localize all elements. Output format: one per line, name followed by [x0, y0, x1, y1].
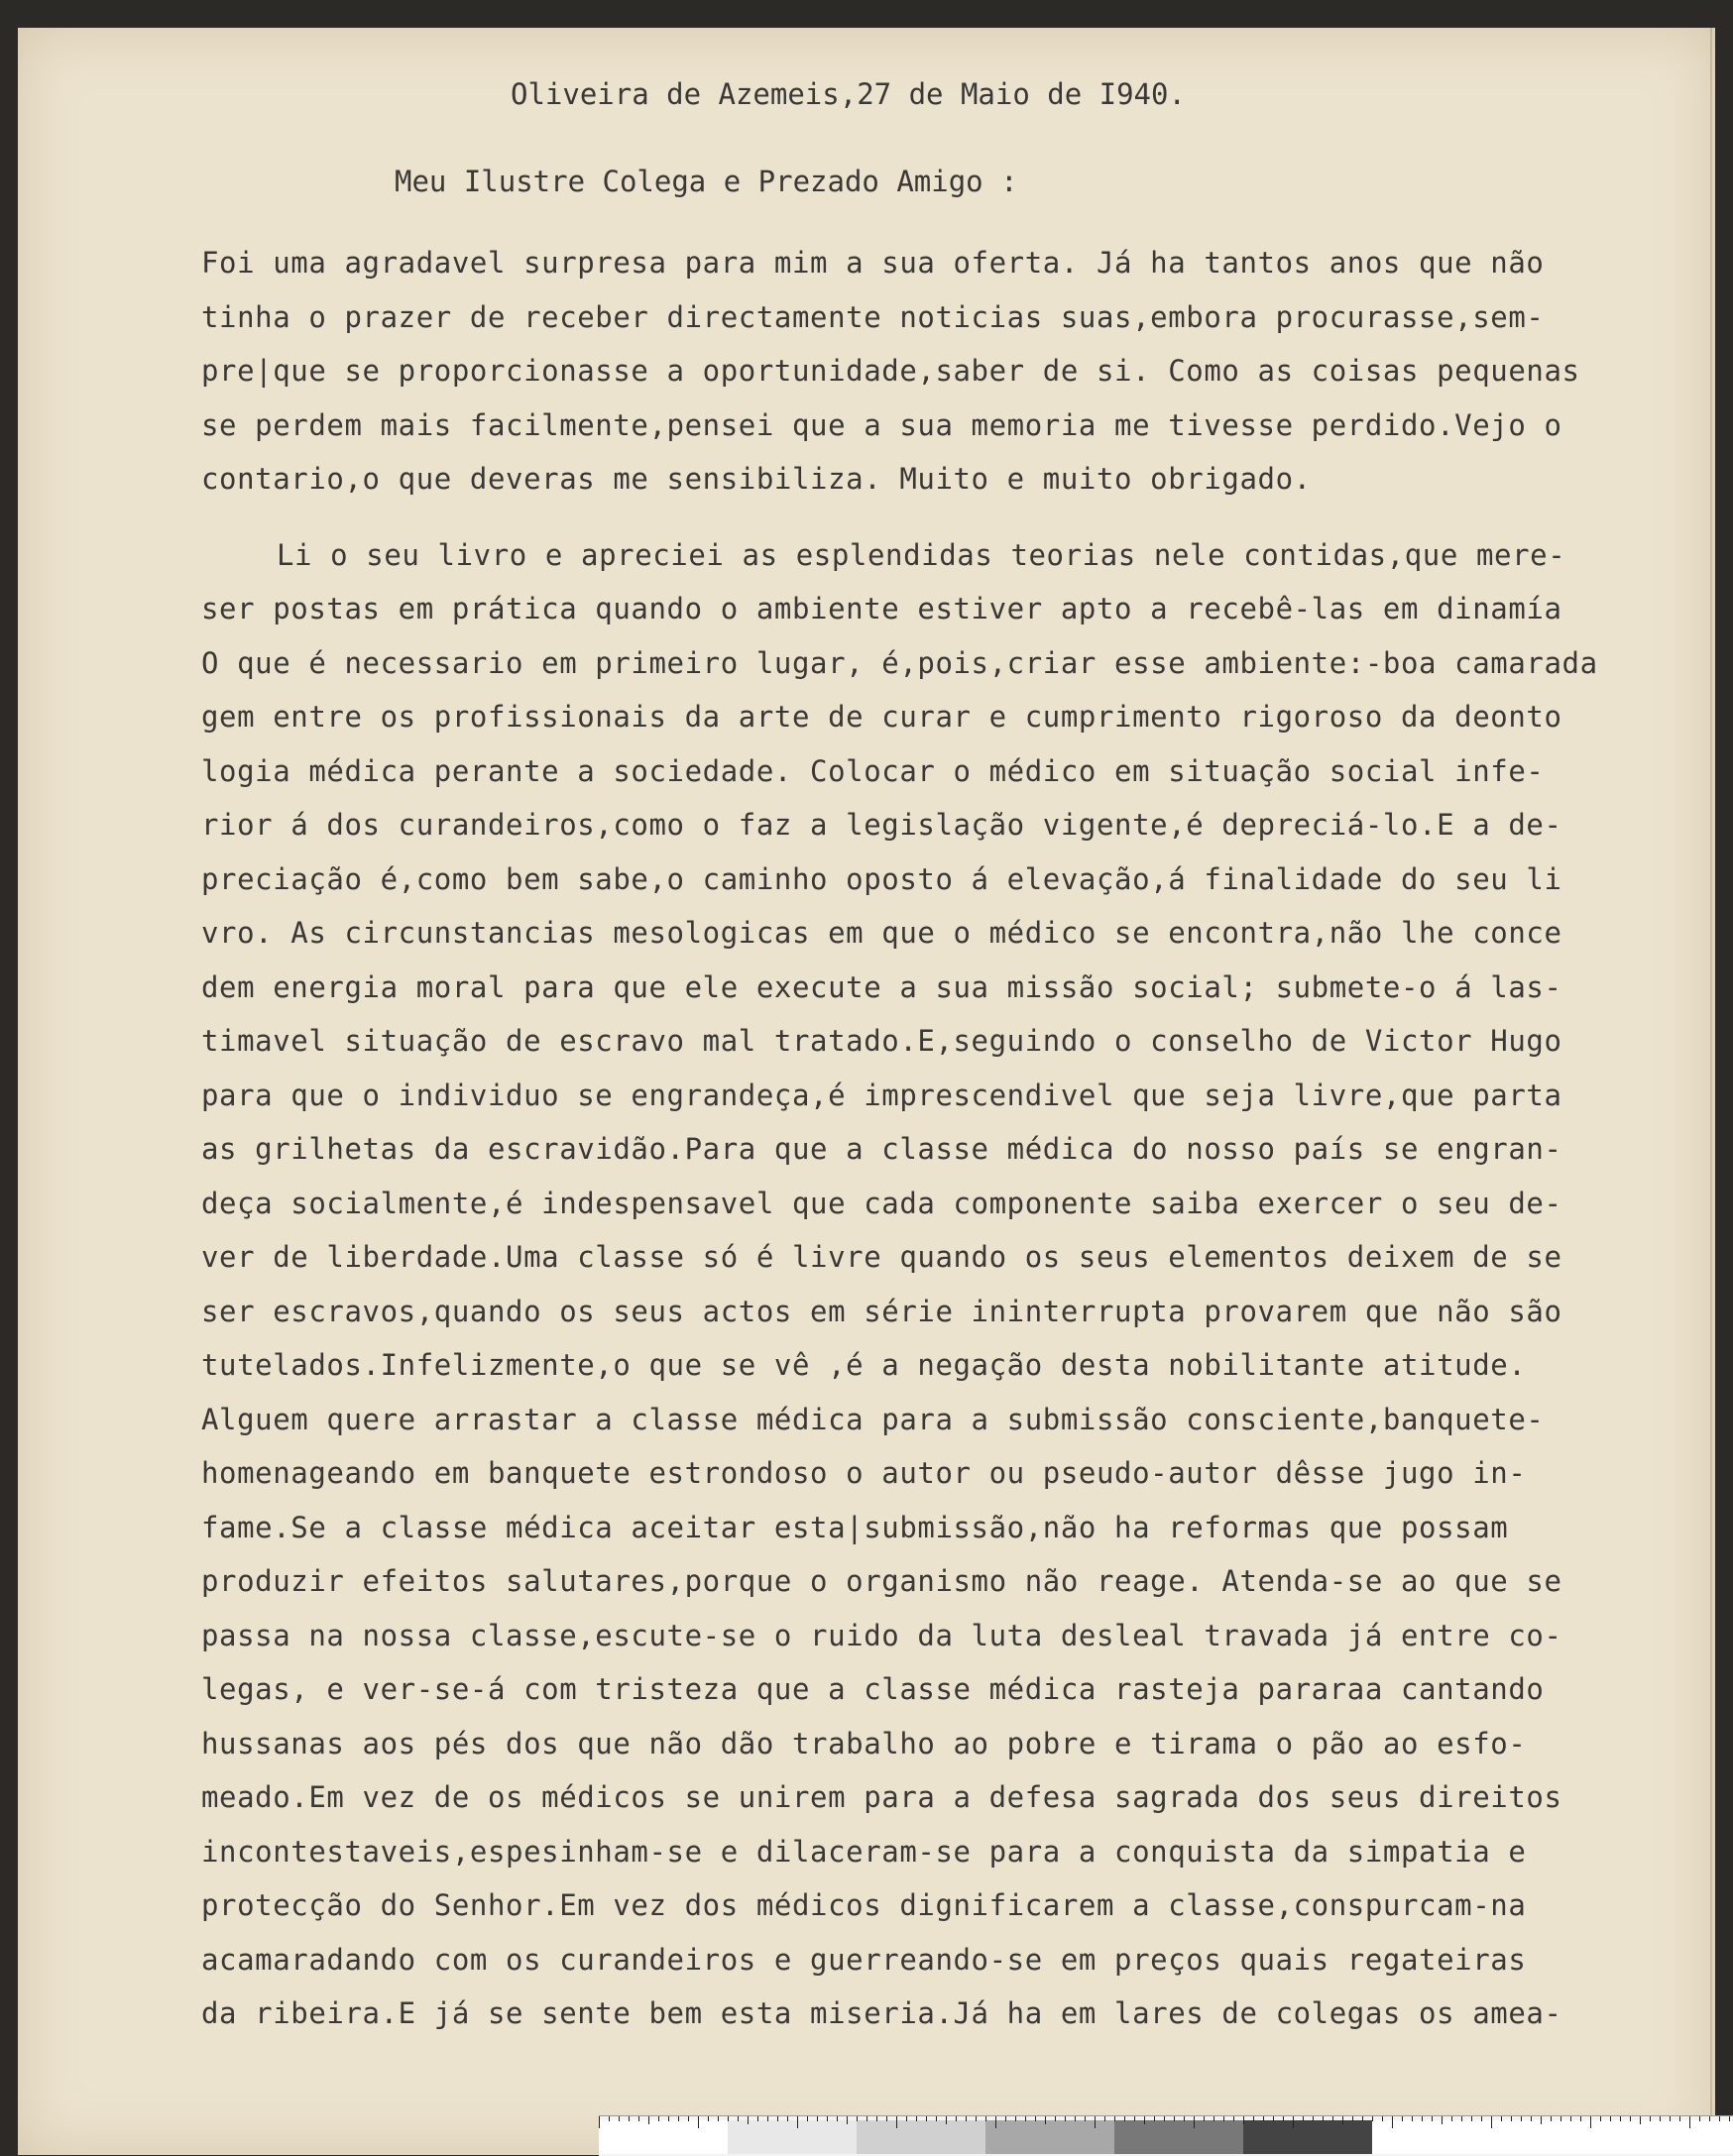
- ruler-tick: [817, 2116, 818, 2121]
- ruler-tick: [678, 2116, 679, 2121]
- ruler-tick: [926, 2116, 927, 2121]
- ruler-tick: [837, 2116, 838, 2121]
- ruler-tick: [1144, 2116, 1145, 2124]
- ruler-tick: [1213, 2116, 1214, 2121]
- ruler-tick: [708, 2116, 709, 2121]
- text-line: meado.Em vez de os médicos se unirem para a defesa sagrada dos seus direitos: [201, 1780, 1562, 1814]
- text-line: incontestaveis,espesinham-se e dilaceram-se para a conquista da simpatia e: [201, 1834, 1527, 1869]
- ruler-tick: [738, 2116, 739, 2121]
- text-line: Li o seu livro e apreciei as esplendidas teorias nele contidas,que mere-: [277, 537, 1566, 572]
- ruler-tick: [1342, 2116, 1343, 2124]
- ruler-tick: [1451, 2116, 1452, 2121]
- ruler-tick: [1630, 2116, 1631, 2121]
- ruler-segment: [1372, 2120, 1733, 2154]
- ruler-tick: [1045, 2116, 1046, 2124]
- ruler-tick: [1085, 2116, 1086, 2121]
- ruler-tick: [1174, 2116, 1175, 2121]
- ruler-tick: [1223, 2116, 1224, 2121]
- ruler-tick: [1382, 2116, 1383, 2121]
- text-line: acamaradando com os curandeiros e guerreando-se em preços quais regateiras: [201, 1942, 1527, 1977]
- ruler-tick: [668, 2116, 669, 2121]
- ruler-tick: [906, 2116, 907, 2121]
- ruler-tick: [767, 2116, 768, 2121]
- ruler-tick: [966, 2116, 967, 2121]
- ruler-tick: [1273, 2116, 1274, 2121]
- ruler-tick: [1511, 2116, 1512, 2121]
- text-line: preciação é,como bem sabe,o caminho oposto á elevação,á finalidade do seu li: [201, 861, 1562, 896]
- ruler-tick: [1679, 2116, 1680, 2121]
- ruler-tick: [1332, 2116, 1333, 2121]
- ruler-tick: [1551, 2116, 1552, 2121]
- text-line: hussanas aos pés dos que não dão trabalho ao pobre e tirama o pão ao esfo-: [201, 1726, 1527, 1760]
- ruler-tick: [1283, 2116, 1284, 2121]
- text-line: gem entre os profissionais da arte de curar e cumprimento rigoroso da deonto: [201, 700, 1562, 734]
- ruler-tick: [985, 2116, 986, 2121]
- ruler-tick: [1323, 2116, 1324, 2121]
- text-line: produzir efeitos salutares,porque o organismo não reage. Atenda-se ao que se: [201, 1564, 1562, 1598]
- ruler-tick: [599, 2116, 600, 2128]
- ruler-tick: [807, 2116, 808, 2121]
- ruler-tick: [1590, 2116, 1591, 2128]
- ruler-tick: [1154, 2116, 1155, 2121]
- text-line: pre|que se proporcionasse a oportunidade,saber de si. Como as coisas pequenas: [201, 354, 1580, 388]
- ruler-tick: [1471, 2116, 1472, 2121]
- paragraph-gap: [201, 507, 1728, 528]
- ruler-tick: [1372, 2116, 1373, 2121]
- ruler-tick: [1709, 2116, 1710, 2121]
- ruler-tick: [946, 2116, 947, 2124]
- text-line: ser escravos,quando os seus actos em série ininterrupta provarem que não são: [201, 1294, 1562, 1328]
- ruler-tick: [1303, 2116, 1304, 2121]
- ruler-tick: [1422, 2116, 1423, 2121]
- ruler-tick: [1243, 2116, 1244, 2124]
- text-line: fame.Se a classe médica aceitar esta|submissão,não ha reformas que possam: [201, 1510, 1509, 1544]
- ruler-tick: [1521, 2116, 1522, 2121]
- ruler-tick: [757, 2116, 758, 2121]
- text-line: vro. As circunstancias mesologicas em que o médico se encontra,não lhe conce: [201, 916, 1562, 950]
- ruler-tick: [1541, 2116, 1542, 2124]
- ruler-tick: [1134, 2116, 1135, 2121]
- ruler-tick: [1253, 2116, 1254, 2121]
- ruler-tick: [976, 2116, 977, 2121]
- ruler-tick: [1699, 2116, 1700, 2121]
- ruler-segment: [1114, 2120, 1243, 2154]
- ruler-tick: [1660, 2116, 1661, 2121]
- ruler-tick: [609, 2116, 610, 2121]
- text-line: se perdem mais facilmente,pensei que a sua memoria me tivesse perdido.Vejo o: [201, 407, 1562, 442]
- text-line: as grilhetas da escravidão.Para que a classe médica do nosso país se engran-: [201, 1132, 1562, 1166]
- text-line: tinha o prazer de receber directamente noticias suas,embora procurasse,sem-: [201, 299, 1545, 334]
- ruler-tick: [629, 2116, 630, 2121]
- ruler-tick: [1570, 2116, 1571, 2121]
- ruler-tick: [698, 2116, 699, 2128]
- text-line: deça socialmente,é indespensavel que cada componente saiba exercer o seu de-: [201, 1186, 1562, 1220]
- ruler-tick: [787, 2116, 788, 2121]
- text-line: tutelados.Infelizmente,o que se vê ,é a negação desta nobilitante atitude.: [201, 1348, 1527, 1382]
- ruler-segment: [728, 2120, 857, 2154]
- ruler-tick: [1164, 2116, 1165, 2121]
- ruler-tick: [1640, 2116, 1641, 2124]
- ruler-tick: [847, 2116, 848, 2124]
- ruler-tick: [1263, 2116, 1264, 2121]
- text-line: protecção do Senhor.Em vez dos médicos dignificarem a classe,conspurcam-na: [201, 1888, 1527, 1922]
- ruler-tick: [1580, 2116, 1581, 2121]
- ruler-tick: [1461, 2116, 1462, 2121]
- ruler-tick: [1491, 2116, 1492, 2128]
- date-line: Oliveira de Azemeis,27 de Maio de I940.: [511, 77, 1186, 111]
- ruler-tick: [936, 2116, 937, 2121]
- text-line: passa na nossa classe,escute-se o ruido da luta desleal travada já entre co-: [201, 1618, 1562, 1652]
- ruler-tick: [797, 2116, 798, 2128]
- letter-page: [18, 28, 1715, 2155]
- text-line: legas, e ver-se-á com tristeza que a classe médica rasteja pararaa cantando: [201, 1672, 1545, 1706]
- ruler-tick: [1055, 2116, 1056, 2121]
- ruler-tick: [1104, 2116, 1105, 2121]
- ruler-tick: [1670, 2116, 1671, 2121]
- ruler-tick: [1600, 2116, 1601, 2121]
- ruler-tick: [995, 2116, 996, 2128]
- text-line: Alguem quere arrastar a classe médica para a submissão consciente,banquete-: [201, 1402, 1545, 1436]
- ruler-tick: [1610, 2116, 1611, 2121]
- ruler-tick: [827, 2116, 828, 2121]
- ruler-tick: [1392, 2116, 1393, 2128]
- ruler-segment: [1243, 2120, 1372, 2154]
- ruler-tick: [1204, 2116, 1205, 2121]
- ruler-tick: [857, 2116, 858, 2121]
- ruler-tick: [1442, 2116, 1443, 2124]
- typewritten-letter: [201, 67, 1728, 2041]
- ruler-tick: [658, 2116, 659, 2121]
- ruler-tick: [1620, 2116, 1621, 2121]
- ruler-tick: [956, 2116, 957, 2121]
- text-line: homenageando em banquete estrondoso o autor ou pseudo-autor dêsse jugo in-: [201, 1456, 1527, 1490]
- ruler-tick: [886, 2116, 887, 2121]
- ruler-tick: [1015, 2116, 1016, 2121]
- ruler-tick: [896, 2116, 897, 2128]
- salutation: Meu Ilustre Colega e Prezado Amigo :: [395, 165, 1018, 198]
- ruler-tick: [1114, 2116, 1115, 2121]
- ruler-tick: [748, 2116, 749, 2124]
- ruler-tick: [1194, 2116, 1195, 2128]
- ruler-tick: [876, 2116, 877, 2121]
- text-line: logia médica perante a sociedade. Colocar o médico em situação social infe-: [201, 753, 1545, 788]
- ruler-tick: [916, 2116, 917, 2121]
- ruler-tick: [1035, 2116, 1036, 2121]
- ruler-tick: [1531, 2116, 1532, 2121]
- ruler-tick: [1650, 2116, 1651, 2121]
- ruler-tick: [648, 2116, 649, 2124]
- text-line: O que é necessario em primeiro lugar, é,pois,criar esse ambiente:-boa camarada: [201, 645, 1598, 680]
- scale-ruler: [599, 2115, 1733, 2156]
- ruler-tick: [1501, 2116, 1502, 2121]
- ruler-tick: [1352, 2116, 1353, 2121]
- text-line: para que o individuo se engrandeça,é imprescendivel que seja livre,que parta: [201, 1078, 1562, 1112]
- ruler-tick: [718, 2116, 719, 2121]
- ruler-tick: [1065, 2116, 1066, 2121]
- ruler-tick: [866, 2116, 867, 2121]
- text-line: timavel situação de escravo mal tratado.E,seguindo o conselho de Victor Hugo: [201, 1024, 1562, 1058]
- ruler-tick: [1313, 2116, 1314, 2121]
- ruler-tick: [688, 2116, 689, 2121]
- ruler-tick: [1412, 2116, 1413, 2121]
- text-line: ser postas em prática quando o ambiente estiver apto a recebê-las em dinamía: [201, 592, 1562, 625]
- paragraph-1: [201, 236, 1728, 507]
- ruler-tick: [1402, 2116, 1403, 2121]
- text-line: dem energia moral para que ele execute a sua missão social; submete-o á las-: [201, 969, 1562, 1004]
- ruler-tick: [1432, 2116, 1433, 2121]
- ruler-tick: [1124, 2116, 1125, 2121]
- ruler-tick: [1729, 2116, 1730, 2121]
- ruler-tick: [1184, 2116, 1185, 2121]
- ruler-tick: [1293, 2116, 1294, 2128]
- text-line: Foi uma agradavel surpresa para mim a sua oferta. Já ha tantos anos que não: [201, 246, 1545, 280]
- text-line: da ribeira.E já se sente bem esta miseria.Já ha em lares de colegas os amea-: [201, 1996, 1562, 2030]
- text-line: rior á dos curandeiros,como o faz a legislação vigente,é depreciá-lo.E a de-: [201, 808, 1562, 842]
- ruler-tick: [777, 2116, 778, 2121]
- text-line: ver de liberdade.Uma classe só é livre quando os seus elementos deixem de se: [201, 1240, 1562, 1274]
- ruler-tick: [1362, 2116, 1363, 2121]
- ruler-tick: [1025, 2116, 1026, 2121]
- ruler-tick: [1005, 2116, 1006, 2121]
- ruler-tick: [1719, 2116, 1720, 2121]
- ruler-segment: [599, 2120, 728, 2154]
- ruler-tick: [1075, 2116, 1076, 2121]
- ruler-tick: [1095, 2116, 1096, 2128]
- ruler-tick: [619, 2116, 620, 2121]
- ruler-tick: [638, 2116, 639, 2121]
- ruler-segment: [857, 2120, 985, 2154]
- ruler-tick: [728, 2116, 729, 2121]
- ruler-tick: [1560, 2116, 1561, 2121]
- text-line: contario,o que deveras me sensibiliza. Muito e muito obrigado.: [201, 462, 1312, 496]
- ruler-tick: [1689, 2116, 1690, 2128]
- ruler-tick: [1481, 2116, 1482, 2121]
- ruler-tick: [1233, 2116, 1234, 2121]
- paragraph-2: [201, 528, 1728, 2041]
